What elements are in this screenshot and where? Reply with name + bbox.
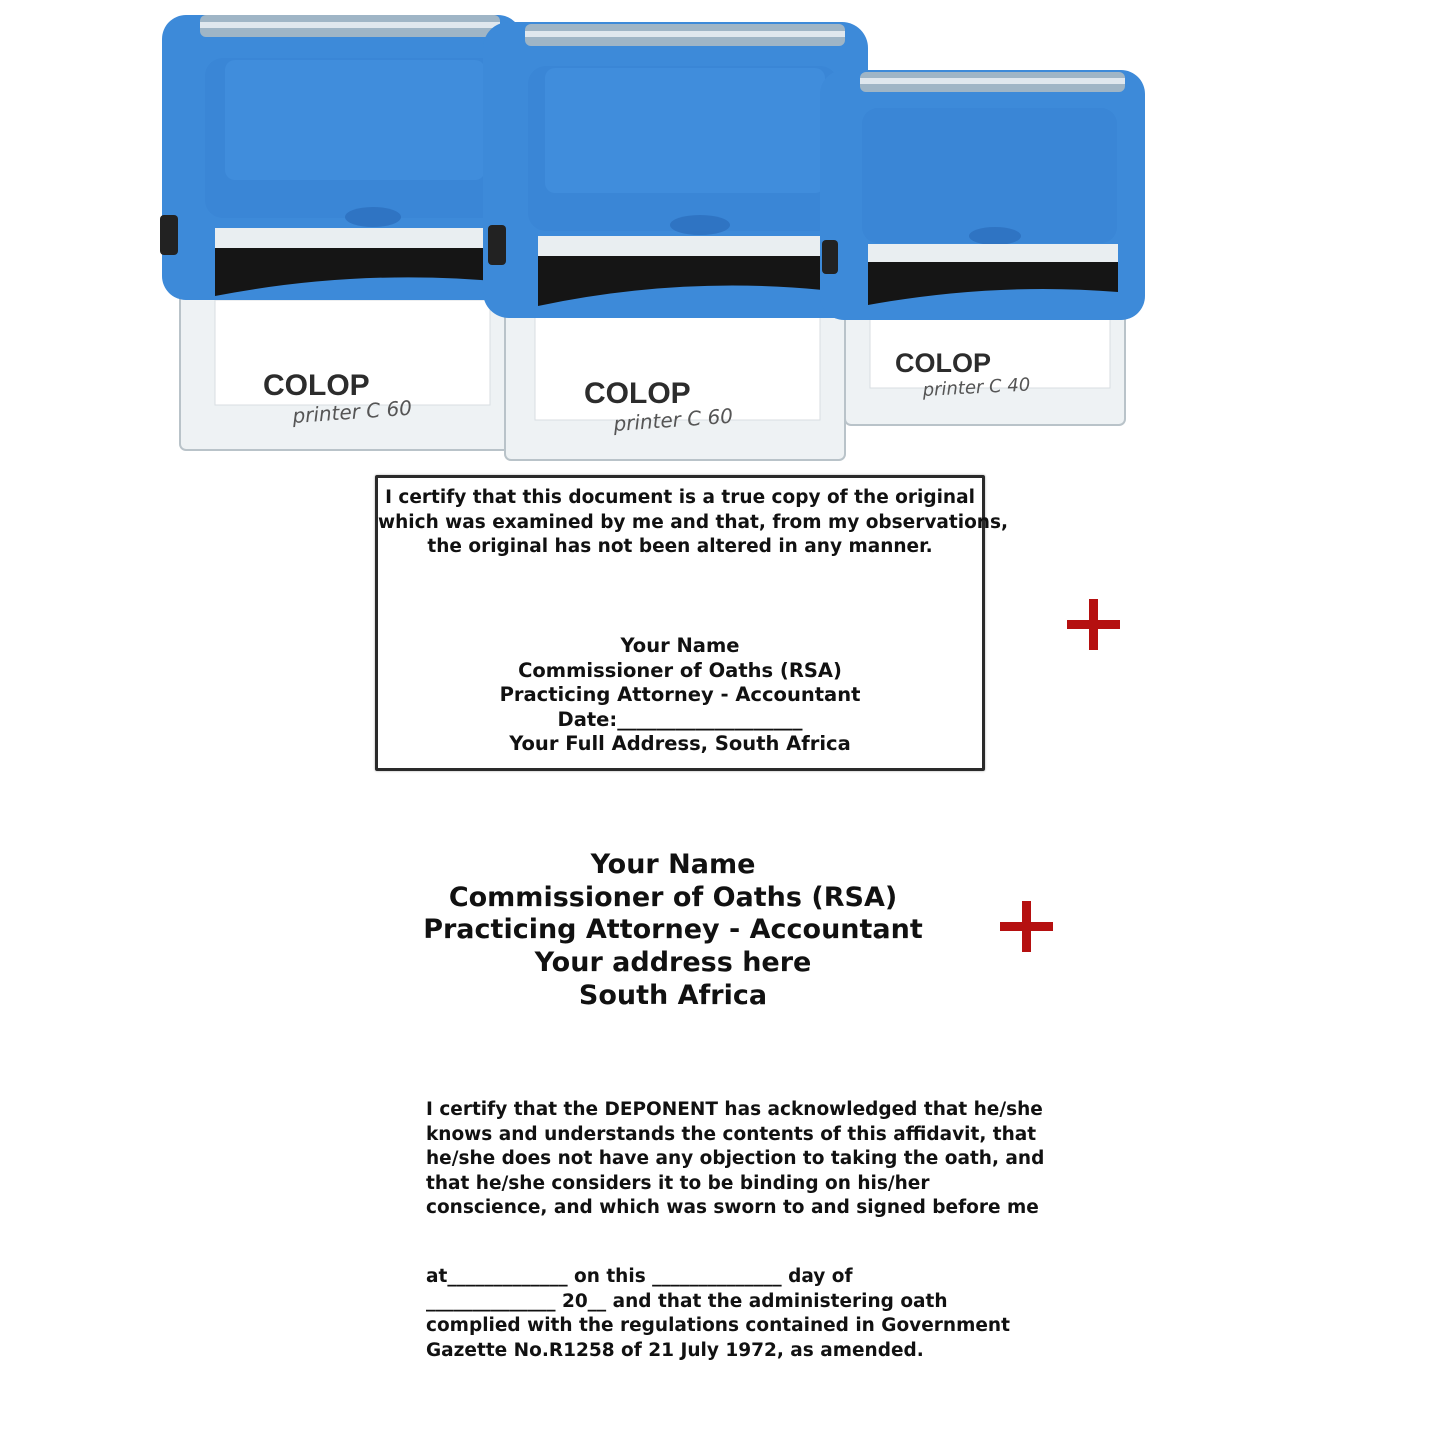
- name-line: Your Name: [590, 849, 756, 880]
- certify-statement: [378, 486, 1009, 560]
- affidavit-line: conscience, and which was sworn to and signed before me: [426, 1197, 1039, 1218]
- commissioner-profession: Practicing Attorney - Accountant: [499, 683, 861, 706]
- stamp-model-label: printer C 40: [922, 374, 1031, 401]
- commissioner-name: Your Name: [620, 634, 740, 657]
- affidavit-line: at_____________ on this ______________ day of: [426, 1266, 853, 1287]
- affidavit-paragraph-2: [426, 1265, 1026, 1363]
- affidavit-line: he/she does not have any objection to taking the oath, and: [426, 1148, 1045, 1169]
- affidavit-line: that he/she considers it to be binding on his/her: [426, 1172, 930, 1194]
- affidavit-line: I certify that the DEPONENT has acknowledged that he/she: [426, 1099, 1043, 1120]
- address-line: Your address here: [534, 947, 812, 979]
- affidavit-paragraph-1: [426, 1098, 1045, 1221]
- certify-line: I certify that this document is a true copy of the original: [385, 487, 975, 508]
- title-line: Commissioner of Oaths (RSA): [448, 881, 898, 913]
- stamp-c60-middle: [483, 22, 868, 460]
- stamp-brand-label: COLOP: [584, 377, 691, 410]
- affidavit-line: ______________ 20__ and that the administering oath: [426, 1290, 948, 1312]
- commissioner-date: Date:___________________: [557, 707, 803, 731]
- commissioner-title: Commissioner of Oaths (RSA): [518, 658, 842, 682]
- certify-line: which was examined by me and that, from my observations,: [378, 511, 1009, 533]
- stamp-model-label: printer C 60: [612, 403, 734, 436]
- stamp-c40-right: [820, 70, 1145, 425]
- profession-line: Practicing Attorney - Accountant: [423, 914, 923, 946]
- stamp-brand-label: COLOP: [263, 369, 370, 402]
- affidavit-line: knows and understands the contents of this affidavit, that: [426, 1123, 1037, 1145]
- affidavit-line: complied with the regulations contained in Government: [426, 1315, 1010, 1336]
- commissioner-address: Your Full Address, South Africa: [509, 732, 851, 755]
- certify-stamp-box: [375, 475, 1009, 771]
- commissioner-details: [378, 634, 982, 757]
- affidavit-line: Gazette No.R1258 of 21 July 1972, as amended.: [426, 1339, 924, 1361]
- plus-icon: [999, 899, 1054, 954]
- stamp-model-label: printer C 60: [291, 395, 413, 428]
- certify-line: the original has not been altered in any manner.: [427, 536, 933, 557]
- stamp-products-image: [0, 0, 1160, 470]
- stamp-c60-left: [160, 15, 522, 450]
- stamp-brand-label: COLOP: [895, 348, 992, 378]
- name-stamp-block: [373, 849, 973, 1013]
- country-line: South Africa: [578, 979, 768, 1011]
- plus-icon: [1066, 597, 1121, 652]
